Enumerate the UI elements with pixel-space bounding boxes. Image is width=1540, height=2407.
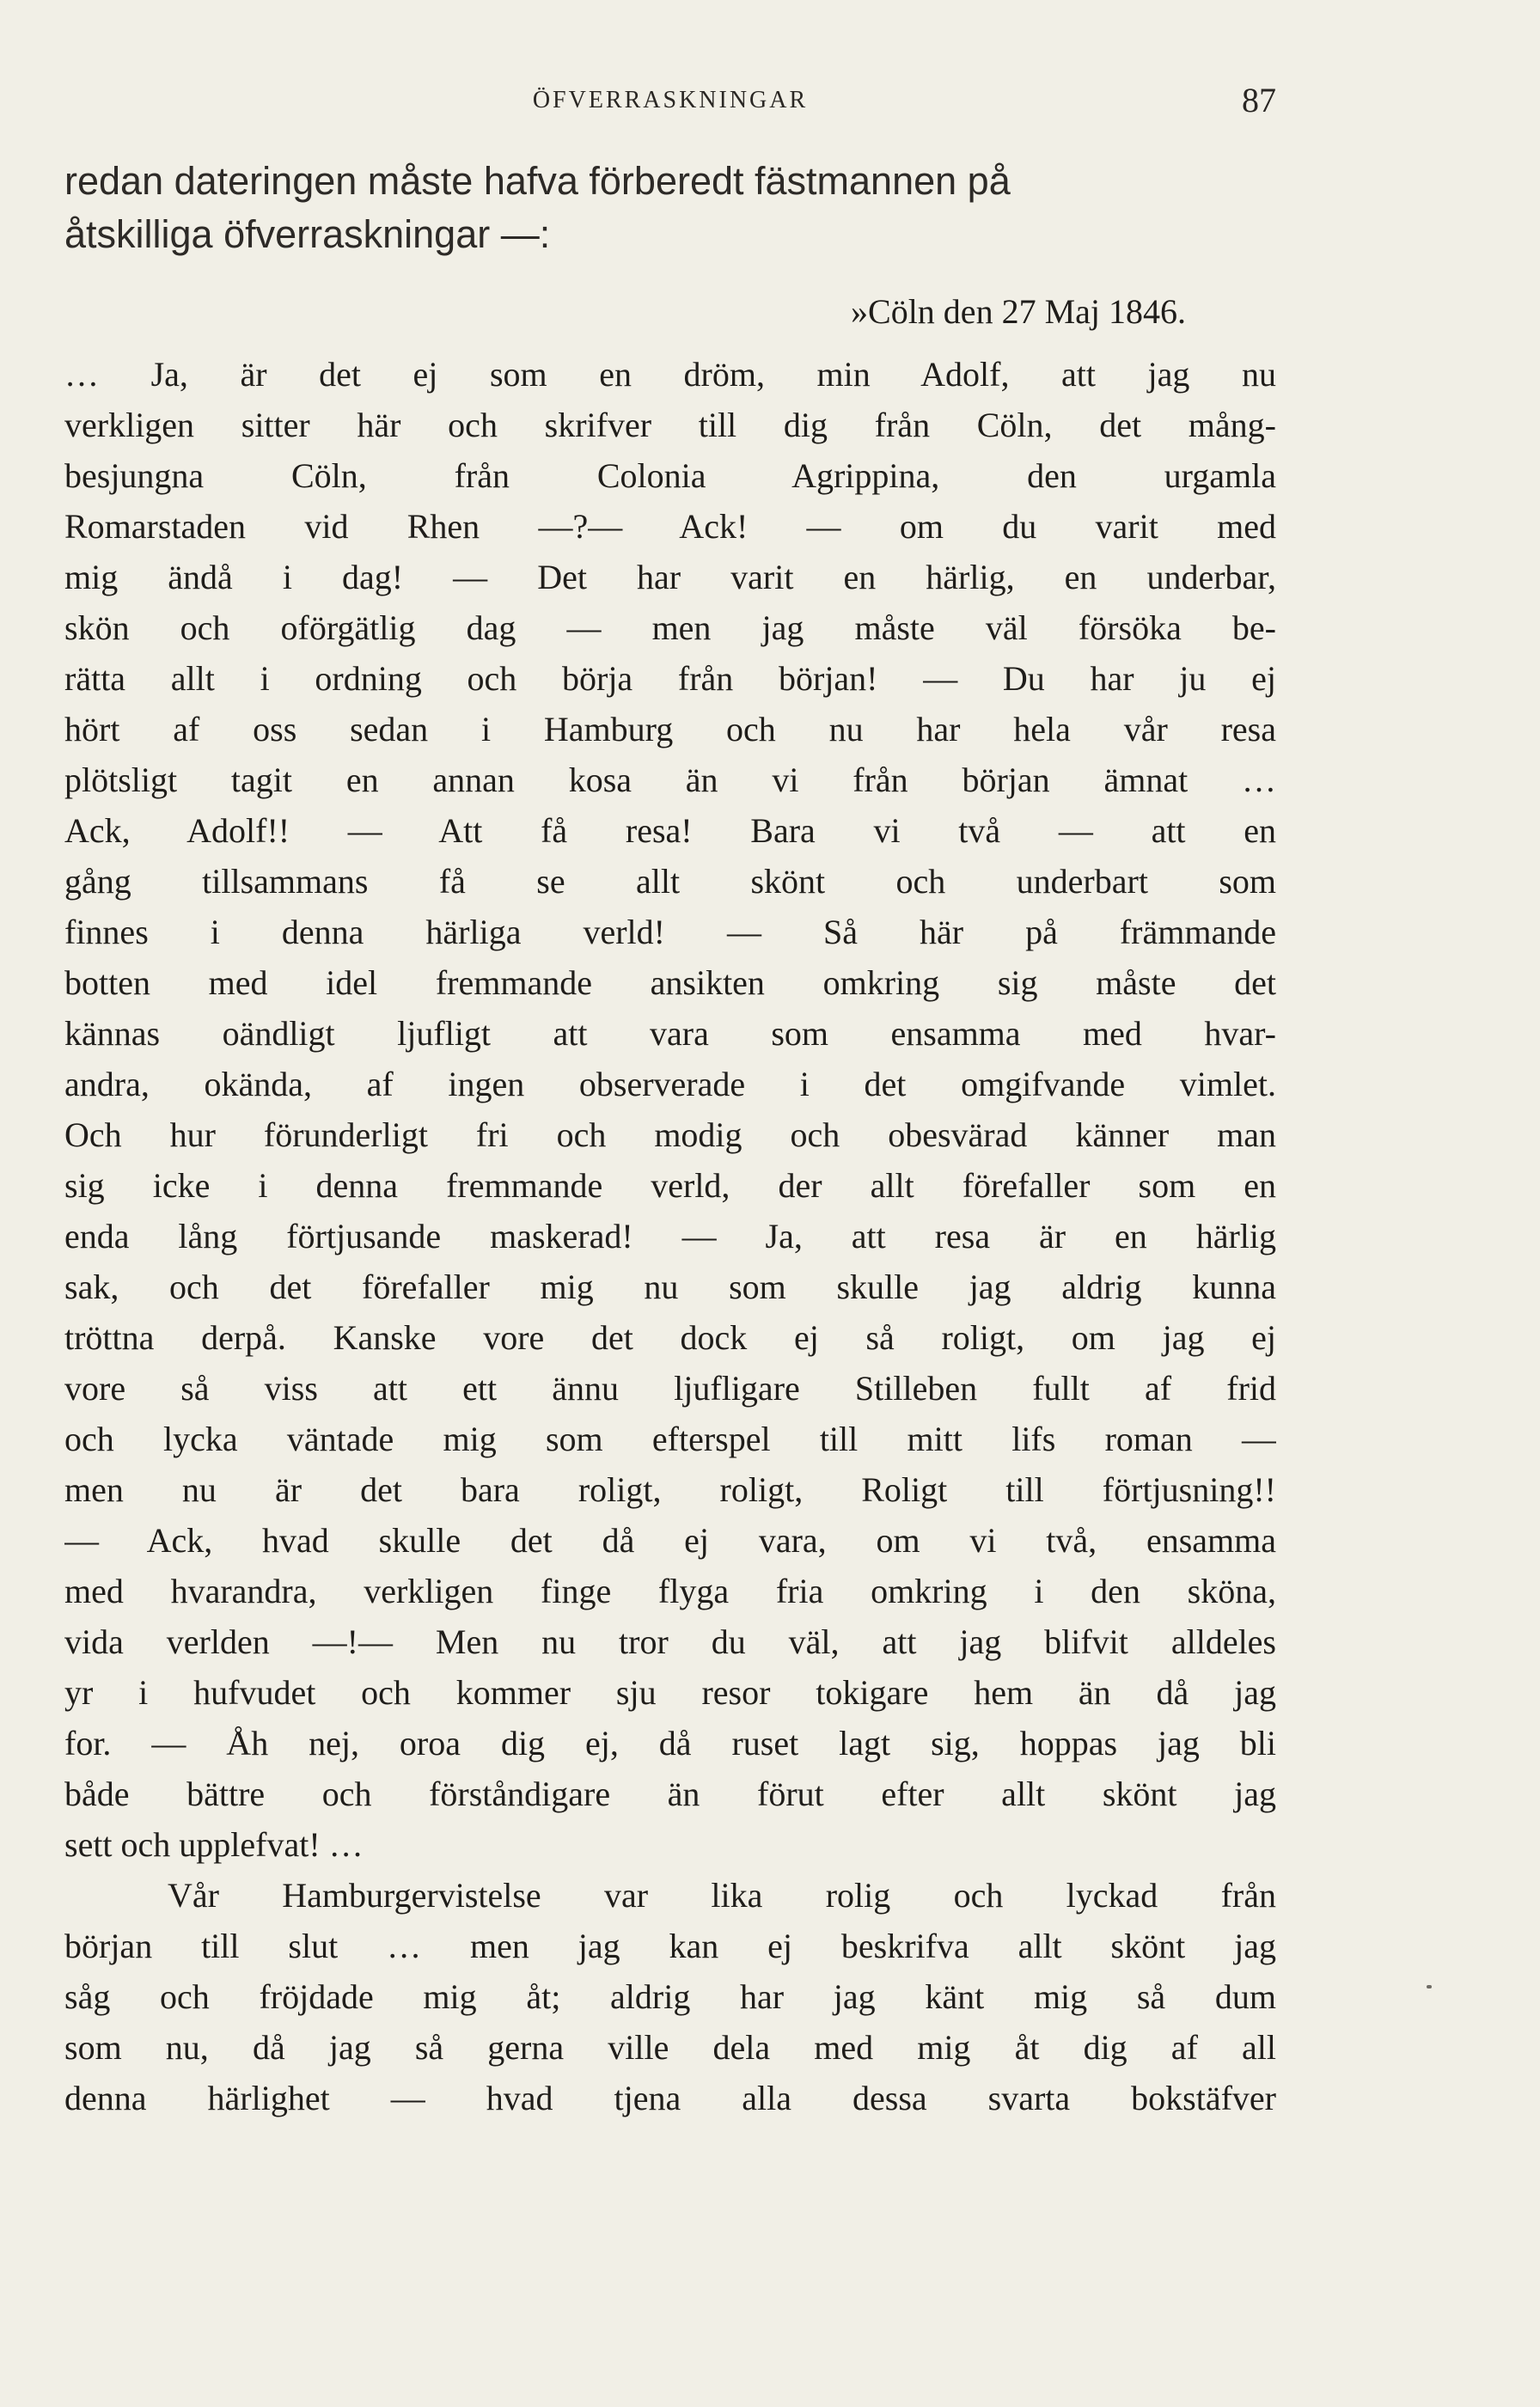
- text-line: gång tillsammans få se allt skönt och underbart som: [64, 862, 1276, 901]
- text-line: sig icke i denna fremmande verld, der allt förefaller som en: [64, 1166, 1276, 1205]
- text-line: som nu, då jag så gerna ville dela med mig åt dig af all: [64, 2028, 1276, 2067]
- page-number: 87: [1242, 81, 1276, 119]
- page-body: [64, 155, 1276, 2123]
- letter-dateline: »Cöln den 27 Maj 1846.: [851, 292, 1186, 331]
- text-line: skön och oförgätlig dag — men jag måste väl försöka be-: [64, 608, 1276, 647]
- running-title: ÖFVERRASKNINGAR: [532, 87, 809, 113]
- text-line: yr i hufvudet och kommer sju resor tokigare hem än då jag: [64, 1673, 1276, 1712]
- text-line: besjungna Cöln, från Colonia Agrippina, den urgamla: [64, 456, 1276, 495]
- text-line: vore så viss att ett ännu ljufligare Stilleben fullt af frid: [64, 1369, 1276, 1408]
- intro-line: åtskilliga öfverraskningar —:: [64, 212, 551, 256]
- text-line: — Ack, hvad skulle det då ej vara, om vi två, ensamma: [64, 1521, 1276, 1560]
- text-line: hört af oss sedan i Hamburg och nu har hela vår resa: [64, 710, 1276, 748]
- text-line: botten med idel fremmande ansikten omkring sig måste det: [64, 963, 1276, 1002]
- text-line: både bättre och förståndigare än förut efter allt skönt jag: [64, 1775, 1276, 1813]
- text-line: början till slut … men jag kan ej beskrifva allt skönt jag: [64, 1927, 1276, 1965]
- text-line: finnes i denna härliga verld! — Så här på främmande: [64, 913, 1276, 951]
- text-line: Och hur förunderligt fri och modig och obesvärad känner man: [64, 1115, 1276, 1154]
- text-line: och lycka väntade mig som efterspel till mitt lifs roman —: [64, 1420, 1276, 1458]
- text-line: kännas oändligt ljufligt att vara som ensamma med hvar-: [64, 1014, 1276, 1053]
- text-line: vida verlden —!— Men nu tror du väl, att jag blifvit alldeles: [64, 1622, 1276, 1661]
- text-line: men nu är det bara roligt, roligt, Roligt till förtjusning!!: [64, 1470, 1276, 1509]
- text-line: verkligen sitter här och skrifver till dig från Cöln, det mång-: [64, 406, 1276, 444]
- text-line: Ack, Adolf!! — Att få resa! Bara vi två — att en: [64, 811, 1276, 850]
- text-line: … Ja, är det ej som en dröm, min Adolf, att jag nu: [64, 355, 1276, 394]
- text-line: denna härlighet — hvad tjena alla dessa svarta bokstäfver: [64, 2079, 1276, 2117]
- margin-speck: [1427, 1985, 1432, 1989]
- text-line: Vår Hamburgervistelse var lika rolig och lyckad från: [168, 1876, 1276, 1915]
- text-line: tröttna derpå. Kanske vore det dock ej så roligt, om jag ej: [64, 1318, 1276, 1357]
- text-line: andra, okända, af ingen observerade i det omgifvande vimlet.: [64, 1065, 1276, 1103]
- book-page: [64, 0, 1276, 2407]
- text-line: plötsligt tagit en annan kosa än vi från början ämnat …: [64, 761, 1276, 799]
- text-line: enda lång förtjusande maskerad! — Ja, att resa är en härlig: [64, 1217, 1276, 1255]
- text-line: Romarstaden vid Rhen —?— Ack! — om du varit med: [64, 507, 1276, 546]
- intro-line: redan dateringen måste hafva förberedt fästmannen på: [64, 159, 1011, 203]
- running-head: [64, 79, 1276, 122]
- text-line: sett och upplefvat! …: [64, 1825, 364, 1864]
- text-line: for. — Åh nej, oroa dig ej, då ruset lagt sig, hoppas jag bli: [64, 1724, 1276, 1762]
- text-line: mig ändå i dag! — Det har varit en härlig, en underbar,: [64, 558, 1276, 596]
- text-line: såg och fröjdade mig åt; aldrig har jag känt mig så dum: [64, 1977, 1276, 2016]
- text-line: rätta allt i ordning och börja från början! — Du har ju ej: [64, 659, 1276, 698]
- text-line: med hvarandra, verkligen finge flyga fria omkring i den sköna,: [64, 1572, 1276, 1610]
- text-line: sak, och det förefaller mig nu som skulle jag aldrig kunna: [64, 1268, 1276, 1306]
